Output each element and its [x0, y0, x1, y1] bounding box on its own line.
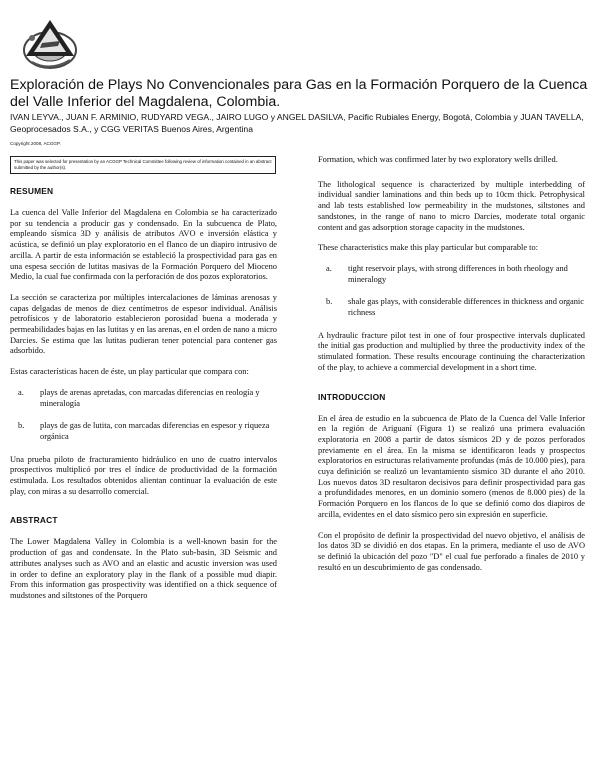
list-item [10, 421, 277, 442]
resumen-paragraph: Una prueba piloto de fracturamiento hidráulico en uno de cuatro intervalos prospectivos multiplicó por tres el índice de productividad de la formación estimulada. Los resultados obtenidos alientan continuar la evaluación de este play, con miras a su desarrollo comercial. [10, 454, 277, 496]
list-item-text: shale gas plays, with considerable differences in thickness and organic richness [348, 297, 584, 318]
introduccion-paragraph: Con el propósito de definir la prospectividad del nuevo objetivo, el análisis de los datos 3D se dividió en dos etapas. En la primera, mediante el uso de AVO se definió la ubicación del pozo "D" el cual fue perforado a finales de 2010 y resultó en un descubrimiento de gas condensado. [318, 530, 585, 572]
list-item-label: a. [18, 387, 24, 397]
abstract-heading: ABSTRACT [10, 515, 58, 526]
paper-title: Exploración de Plays No Convencionales para Gas en la Formación Porquero de la Cuenca del Valle Inferior del Magdalena, Colombia. [10, 77, 588, 110]
list-item [318, 297, 585, 318]
introduccion-heading: INTRODUCCION [318, 391, 386, 402]
list-item-label: a. [326, 263, 332, 273]
abstract-paragraph: The Lower Magdalena Valley in Colombia is a well-known basin for the production of gas and condensate. In the Plato sub-basin, 3D Seismic and attributes analyses such as AVO and an elastic and acustic inversion was used in order to define an exploratory play in the flank of a possible mud diapir. From this information gas prospectivity was identified on a thick sequence of mudstones and siltstones of the Porquero [10, 537, 277, 600]
introduccion-paragraph: En el área de estudio en la subcuenca de Plato de la Cuenca del Valle Inferior en la región de Ariguaní (Figura 1) se realizó una primera evaluación exploratoria en 2008 a partir de datos sísmicos 2D y de pozos perforados previamente en el área. En la misma se identificaron leads y prospectos exploratorios en estructuras relativamente profundas (más de 10.000 pies), para cuya definición se realizó un levantamiento sísmico 3D durante el año 2010. Los nuevos datos 3D resultaron decisivos para definir prospectividad para gas a profundidades menores, en un dominio somero (menos de 8.000 pies) de la Formación Porquero en los flancos de lo que se definió como dos diapiros de arcilla, evidentes en el dato sísmico pero sin expresión en superficie. [318, 413, 585, 519]
author-list: IVAN LEYVA., JUAN F. ARMINIO, RUDYARD VEGA., JAIRO LUGO y ANGEL DASILVA, Pacific Rubiales Energy, Bogotá, Colombia y JUAN TAVELLA, Geoprocesados S.A., y CGG VERITAS Buenos Aires, Argentina [10, 112, 584, 135]
copyright-notice: Copyright 2008, ACGGP. [10, 141, 61, 146]
list-item-text: tight reservoir plays, with strong differences in both rheology and mineralogy [348, 263, 568, 284]
selection-note: This paper was selected for presentation by an ACGGP Technical Committee following review of information contained in an abstract submitted by the author(s). [10, 156, 276, 174]
resumen-list [10, 388, 277, 443]
abstract-paragraph: The lithological sequence is characterized by multiple interbedding of individual sandier laminations and thin beds up to 10cm thick. Petrophysical and lab tests established low permeability in the mudstones, siltstones and sandstones, in the range of nano to micro Darcies, moderate total organic content and gas adsorption storage capacity in the mudstones. [318, 179, 585, 232]
resumen-paragraph: La sección se caracteriza por múltiples intercalaciones de láminas arenosas y capas delgadas de menos de diez centímetros de espesor individual. Análisis petrofísicos y de laboratorio establecieron porosidad buena a moderada y permeabilidades bajas en las lutitas y en las arenas, en el orden de nano a micro Darcies. Se estima que las lutitas pudieran tener potencial para contener gas adsorbido. [10, 292, 277, 356]
list-item-label: b. [326, 297, 333, 307]
right-column [318, 155, 585, 583]
resumen-paragraph: Estas características hacen de éste, un play particular que compara con: [10, 367, 249, 377]
abstract-paragraph: A hydraulic fracture pilot test in one of four prospective intervals duplicated the initial gas production and multiplied by three the productivity index of the stimulated formation. These results encourage continuing the characterization of the play, to achieve a commercial development in a short time. [318, 330, 585, 372]
list-item-label: b. [18, 421, 25, 431]
abstract-paragraph: Formation, which was confirmed later by two exploratory wells drilled. [318, 155, 558, 164]
list-item-text: plays de gas de lutita, con marcadas diferencias en espesor y riqueza orgánica [40, 421, 270, 441]
acggp-logo [18, 16, 82, 78]
list-item-text: plays de arenas apretadas, con marcadas diferencias en reología y mineralogía [40, 387, 260, 408]
resumen-heading: RESUMEN [10, 186, 54, 196]
list-item [10, 388, 277, 409]
resumen-paragraph: La cuenca del Valle Inferior del Magdalena en Colombia se ha caracterizado por su tendencia a producir gas y condensado. En la subcuenca de Plato, empleando sísmica 3D y análisis de atributos AVO e inversión elástica y acústica, se definió un play exploratorio en el flanco de un diapiro intrusivo de arcilla. A partir de esta información se estableció la prospectividad para gas en una espesa sección de lutitas masivas de la Formación Porquero del Mioceno Medio, la cual fue confirmada con la perforación de dos pozos exploratorios. [10, 208, 277, 282]
abstract-list [318, 264, 585, 319]
left-column [10, 186, 277, 612]
list-item [318, 264, 585, 285]
abstract-paragraph: These characteristics make this play particular but comparable to: [318, 243, 538, 253]
